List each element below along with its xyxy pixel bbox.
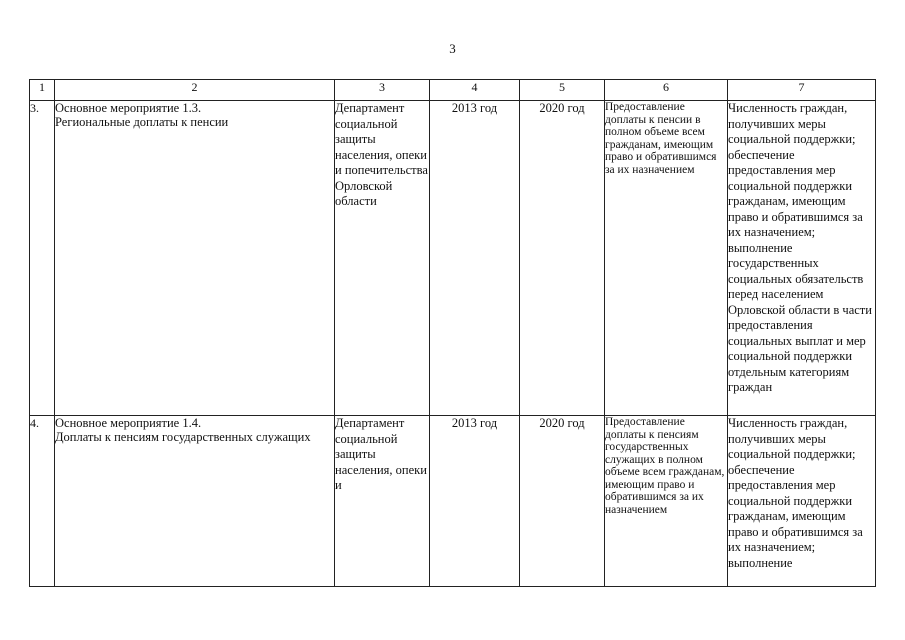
column-header: 6: [605, 80, 728, 101]
column-header-row: [30, 80, 876, 101]
measure-subtitle: Доплаты к пенсиям государственных служащих: [55, 430, 311, 444]
responsible-department: Департамент социальной защиты населения, опеки и попечительства Орловской области: [335, 101, 430, 416]
measure-subtitle: Региональные доплаты к пенсии: [55, 115, 229, 129]
page-number: 3: [449, 41, 456, 56]
start-year: 2013 год: [430, 416, 520, 587]
indicators: Численность граждан, получивших меры социальной поддержки; обеспечение предоставления мер социальной поддержки гражданам, имеющим право и обратившимся за их назначением; выполнение государственных социальных обязательств перед населением Орловской области в части предоставления социальных выплат и мер социальной поддержки отдельным категориям граждан: [728, 101, 876, 416]
start-year: 2013 год: [430, 101, 520, 416]
column-header: 7: [728, 80, 876, 101]
row-number: 3.: [30, 101, 55, 416]
row-number: 4.: [30, 416, 55, 587]
responsible-department: Департамент социальной защиты населения, опеки и: [335, 416, 430, 587]
column-header: 3: [335, 80, 430, 101]
column-header: 2: [55, 80, 335, 101]
table-row: [30, 101, 876, 416]
expected-result: Предоставление доплаты к пенсии в полном объеме всем гражданам, имеющим право и обратившимся за их назначением: [605, 101, 728, 416]
expected-result: Предоставление доплаты к пенсиям государственных служащих в полном объеме всем гражданам, имеющим право и обратившимся за их назначением: [605, 416, 728, 587]
column-header: 1: [30, 80, 55, 101]
end-year: 2020 год: [520, 101, 605, 416]
table-row: [30, 416, 876, 587]
column-header: 5: [520, 80, 605, 101]
measures-table: [29, 79, 876, 587]
end-year: 2020 год: [520, 416, 605, 587]
indicators: Численность граждан, получивших меры социальной поддержки; обеспечение предоставления мер социальной поддержки гражданам, имеющим право и обратившимся за их назначением; выполнение: [728, 416, 876, 587]
column-header: 4: [430, 80, 520, 101]
measure-name: [55, 101, 335, 416]
measure-title: Основное мероприятие 1.3.: [55, 101, 202, 115]
measure-name: [55, 416, 335, 587]
measure-title: Основное мероприятие 1.4.: [55, 416, 202, 430]
